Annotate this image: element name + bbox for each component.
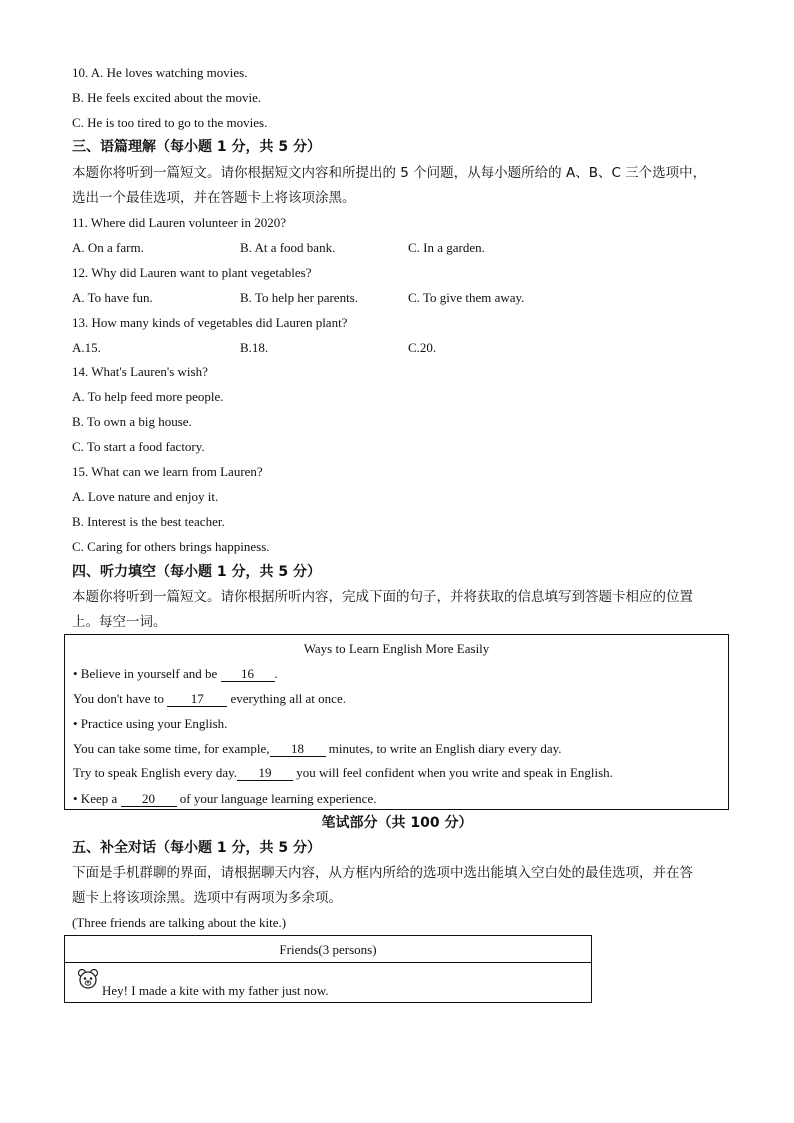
q13-question: 13. How many kinds of vegetables did Lauren plant? bbox=[72, 315, 348, 330]
q10-option-c: C. He is too tired to go to the movies. bbox=[72, 115, 268, 130]
q11-question: 11. Where did Lauren volunteer in 2020? bbox=[72, 215, 287, 230]
q13-option-a: A.15. bbox=[72, 340, 101, 355]
q11-option-c: C. In a garden. bbox=[408, 240, 485, 255]
chat-message-1: Hey! I made a kite with my father just now. bbox=[102, 983, 329, 998]
q10-option-b: B. He feels excited about the movie. bbox=[72, 90, 262, 105]
q11-option-a: A. On a farm. bbox=[72, 240, 144, 255]
box-line-18 bbox=[73, 740, 562, 758]
section5-heading: 五、补全对话（每小题 1 分，共 5 分） bbox=[72, 840, 321, 856]
line19-pre: Try to speak English every day. bbox=[73, 765, 238, 780]
box-line-20 bbox=[73, 790, 376, 808]
section5-instruction-line2: 题卡上将该项涂黑。选项中有两项为多余项。 bbox=[72, 890, 342, 906]
q14-option-c: C. To start a food factory. bbox=[72, 439, 205, 454]
section3-instruction-line2: 选出一个最佳选项，并在答题卡上将该项涂黑。 bbox=[72, 190, 356, 206]
line20-pre: • Keep a bbox=[73, 791, 121, 806]
q15-option-b: B. Interest is the best teacher. bbox=[72, 514, 225, 529]
line20-post: of your language learning experience. bbox=[176, 791, 377, 806]
q14-option-b: B. To own a big house. bbox=[72, 414, 192, 429]
line16-pre: • Believe in yourself and be bbox=[73, 666, 221, 681]
line17-post: everything all at once. bbox=[227, 691, 346, 706]
bear-avatar-icon bbox=[77, 968, 99, 990]
written-part-heading: 笔试部分（共 100 分） bbox=[321, 815, 473, 831]
box-line-17 bbox=[73, 690, 346, 708]
blank-16: 16 bbox=[221, 666, 275, 682]
q13-option-b: B.18. bbox=[240, 340, 269, 355]
q12-option-a: A. To have fun. bbox=[72, 290, 153, 305]
q13-option-c: C.20. bbox=[408, 340, 437, 355]
line19-post: you will feel confident when you write and speak in English. bbox=[293, 765, 613, 780]
section3-instruction-line1: 本题你将听到一篇短文。请你根据短文内容和所提出的 5 个问题，从每小题所给的 A、B、C 三个选项中， bbox=[72, 165, 707, 181]
blank-17: 17 bbox=[167, 691, 227, 707]
line17-pre: You don't have to bbox=[73, 691, 168, 706]
line16-post: . bbox=[274, 666, 278, 681]
chat-header: Friends(3 persons) bbox=[65, 936, 591, 963]
q15-question: 15. What can we learn from Lauren? bbox=[72, 464, 263, 479]
box-line-practice: • Practice using your English. bbox=[73, 716, 228, 731]
section3-heading: 三、语篇理解（每小题 1 分，共 5 分） bbox=[72, 139, 321, 155]
q10-option-a: 10. A. He loves watching movies. bbox=[72, 65, 248, 80]
section5-instruction-line1: 下面是手机群聊的界面，请根据聊天内容，从方框内所给的选项中选出能填入空白处的最佳选项，并在答 bbox=[72, 865, 693, 881]
line18-post: minutes, to write an English diary every day. bbox=[325, 741, 562, 756]
q15-option-a: A. Love nature and enjoy it. bbox=[72, 489, 219, 504]
blank-20: 20 bbox=[121, 791, 177, 807]
section4-heading: 四、听力填空（每小题 1 分，共 5 分） bbox=[72, 564, 321, 580]
blank-18: 18 bbox=[270, 741, 326, 757]
q14-question: 14. What's Lauren's wish? bbox=[72, 364, 208, 379]
q11-option-b: B. At a food bank. bbox=[240, 240, 336, 255]
q12-question: 12. Why did Lauren want to plant vegetables? bbox=[72, 265, 312, 280]
dialogue-context: (Three friends are talking about the kite.) bbox=[72, 915, 287, 930]
section4-instruction-line2: 上。每空一词。 bbox=[72, 614, 167, 630]
chat-box bbox=[64, 935, 592, 1003]
box-line-16 bbox=[73, 665, 278, 683]
line18-pre: You can take some time, for example, bbox=[73, 741, 270, 756]
box-title: Ways to Learn English More Easily bbox=[303, 641, 490, 656]
q14-option-a: A. To help feed more people. bbox=[72, 389, 224, 404]
q15-option-c: C. Caring for others brings happiness. bbox=[72, 539, 270, 554]
q12-option-c: C. To give them away. bbox=[408, 290, 525, 305]
listening-fill-box bbox=[64, 634, 729, 810]
q12-option-b: B. To help her parents. bbox=[240, 290, 358, 305]
section4-instruction-line1: 本题你将听到一篇短文。请你根据所听内容，完成下面的句子，并将获取的信息填写到答题卡相应的位置 bbox=[72, 589, 693, 605]
box-line-19 bbox=[73, 764, 613, 782]
blank-19: 19 bbox=[237, 765, 293, 781]
